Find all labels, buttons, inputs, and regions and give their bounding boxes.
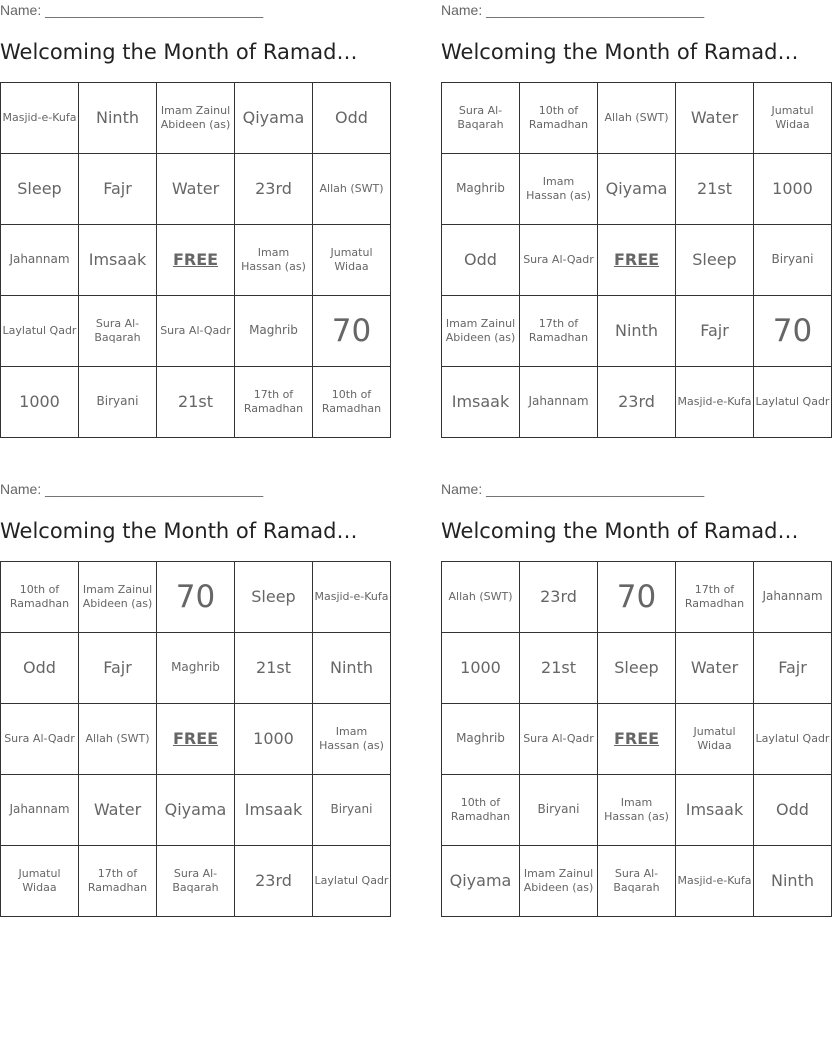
free-space-cell: FREE (598, 225, 676, 296)
bingo-cell: 70 (313, 296, 391, 367)
bingo-cell: Water (676, 633, 754, 704)
bingo-cell: Water (676, 83, 754, 154)
bingo-row (442, 633, 832, 704)
bingo-cell: Laylatul Qadr (1, 296, 79, 367)
name-field: Name: ____________________________ (0, 481, 264, 497)
bingo-row (1, 296, 391, 367)
bingo-cell: Biryani (79, 367, 157, 438)
name-field: Name: ____________________________ (441, 481, 705, 497)
bingo-cell: Laylatul Qadr (313, 846, 391, 917)
bingo-cell: 17th of Ramadhan (676, 562, 754, 633)
bingo-cell: Allah (SWT) (313, 154, 391, 225)
bingo-row (1, 562, 391, 633)
bingo-cell: Masjid-e-Kufa (676, 846, 754, 917)
card-title: Welcoming the Month of Ramad… (0, 519, 358, 543)
bingo-cell: 70 (157, 562, 235, 633)
bingo-cell: Jahannam (1, 225, 79, 296)
bingo-row (1, 846, 391, 917)
bingo-cell: Fajr (79, 633, 157, 704)
bingo-cell: Imsaak (442, 367, 520, 438)
bingo-cell: 70 (754, 296, 832, 367)
bingo-cell: Odd (442, 225, 520, 296)
bingo-cell: Odd (1, 633, 79, 704)
bingo-grid (441, 561, 832, 917)
bingo-cell: Sura Al-Baqarah (157, 846, 235, 917)
bingo-cell: Water (79, 775, 157, 846)
bingo-cell: Sura Al-Qadr (520, 704, 598, 775)
bingo-cell: Maghrib (442, 154, 520, 225)
bingo-cell: 23rd (598, 367, 676, 438)
bingo-cell: 1000 (754, 154, 832, 225)
bingo-row (442, 704, 832, 775)
bingo-cell: Imam Zainul Abideen (as) (520, 846, 598, 917)
bingo-cell: Qiyama (157, 775, 235, 846)
bingo-cell: Imsaak (676, 775, 754, 846)
bingo-cell: 21st (676, 154, 754, 225)
bingo-cell: Sura Al-Baqarah (598, 846, 676, 917)
bingo-row (442, 846, 832, 917)
bingo-row (442, 367, 832, 438)
bingo-cell: Ninth (313, 633, 391, 704)
bingo-cell: Ninth (598, 296, 676, 367)
bingo-cell: Masjid-e-Kufa (676, 367, 754, 438)
bingo-cell: Sleep (235, 562, 313, 633)
bingo-cell: Allah (SWT) (79, 704, 157, 775)
bingo-cell: 17th of Ramadhan (520, 296, 598, 367)
bingo-cell: 70 (598, 562, 676, 633)
bingo-cell: Sura Al-Baqarah (79, 296, 157, 367)
bingo-row (1, 633, 391, 704)
bingo-cell: 23rd (235, 154, 313, 225)
bingo-cell: Maghrib (157, 633, 235, 704)
bingo-cell: Odd (754, 775, 832, 846)
bingo-cell: 17th of Ramadhan (79, 846, 157, 917)
bingo-cell: Qiyama (442, 846, 520, 917)
bingo-cell: Jumatul Widaa (754, 83, 832, 154)
bingo-cell: Qiyama (598, 154, 676, 225)
bingo-row (1, 775, 391, 846)
bingo-cell: Ninth (79, 83, 157, 154)
bingo-cell: Jahannam (754, 562, 832, 633)
free-space-cell: FREE (157, 704, 235, 775)
bingo-row (1, 367, 391, 438)
bingo-cell: 17th of Ramadhan (235, 367, 313, 438)
bingo-grid (441, 82, 832, 438)
bingo-cell: 1000 (1, 367, 79, 438)
bingo-cell: 21st (157, 367, 235, 438)
bingo-cell: Imam Zainul Abideen (as) (442, 296, 520, 367)
bingo-row (442, 562, 832, 633)
bingo-cell: Imam Zainul Abideen (as) (79, 562, 157, 633)
bingo-cell: Biryani (520, 775, 598, 846)
bingo-cell: 21st (520, 633, 598, 704)
bingo-row (1, 83, 391, 154)
bingo-row (442, 775, 832, 846)
card-title: Welcoming the Month of Ramad… (441, 40, 799, 64)
bingo-cell: Jumatul Widaa (1, 846, 79, 917)
bingo-cell: 10th of Ramadhan (313, 367, 391, 438)
bingo-grid (0, 561, 391, 917)
bingo-cell: Fajr (754, 633, 832, 704)
bingo-cell: Sleep (676, 225, 754, 296)
bingo-cell: 1000 (442, 633, 520, 704)
bingo-cell: 23rd (520, 562, 598, 633)
bingo-cell: Jahannam (1, 775, 79, 846)
free-space-cell: FREE (157, 225, 235, 296)
card-title: Welcoming the Month of Ramad… (0, 40, 358, 64)
bingo-cell: Fajr (676, 296, 754, 367)
bingo-row (442, 225, 832, 296)
bingo-cell: Ninth (754, 846, 832, 917)
bingo-cell: Maghrib (442, 704, 520, 775)
bingo-cell: Allah (SWT) (442, 562, 520, 633)
bingo-row (1, 225, 391, 296)
bingo-cell: 10th of Ramadhan (520, 83, 598, 154)
bingo-cell: 10th of Ramadhan (442, 775, 520, 846)
bingo-cell: Biryani (313, 775, 391, 846)
bingo-cell: Imam Zainul Abideen (as) (157, 83, 235, 154)
bingo-cell: Jumatul Widaa (313, 225, 391, 296)
bingo-cell: 23rd (235, 846, 313, 917)
bingo-cell: Laylatul Qadr (754, 704, 832, 775)
bingo-cell: Masjid-e-Kufa (1, 83, 79, 154)
bingo-row (1, 154, 391, 225)
bingo-cell: Sura Al-Qadr (520, 225, 598, 296)
bingo-cell: Sleep (598, 633, 676, 704)
bingo-cell: Sura Al-Qadr (157, 296, 235, 367)
bingo-cell: Sura Al-Baqarah (442, 83, 520, 154)
name-field: Name: ____________________________ (0, 2, 264, 18)
bingo-cell: Sura Al-Qadr (1, 704, 79, 775)
bingo-cell: 1000 (235, 704, 313, 775)
bingo-cell: Imam Hassan (as) (235, 225, 313, 296)
bingo-cell: Imam Hassan (as) (313, 704, 391, 775)
bingo-cell: Imsaak (235, 775, 313, 846)
bingo-cell: Maghrib (235, 296, 313, 367)
bingo-row (442, 154, 832, 225)
bingo-cell: Qiyama (235, 83, 313, 154)
bingo-cell: Jahannam (520, 367, 598, 438)
bingo-grid (0, 82, 391, 438)
bingo-cell: Imam Hassan (as) (598, 775, 676, 846)
bingo-cell: 10th of Ramadhan (1, 562, 79, 633)
bingo-cell: 21st (235, 633, 313, 704)
bingo-cell: Sleep (1, 154, 79, 225)
bingo-cell: Fajr (79, 154, 157, 225)
bingo-cell: Water (157, 154, 235, 225)
bingo-row (1, 704, 391, 775)
name-field: Name: ____________________________ (441, 2, 705, 18)
bingo-cell: Allah (SWT) (598, 83, 676, 154)
free-space-cell: FREE (598, 704, 676, 775)
bingo-cell: Odd (313, 83, 391, 154)
bingo-cell: Biryani (754, 225, 832, 296)
bingo-cell: Imam Hassan (as) (520, 154, 598, 225)
bingo-cell: Laylatul Qadr (754, 367, 832, 438)
bingo-cell: Masjid-e-Kufa (313, 562, 391, 633)
bingo-cell: Imsaak (79, 225, 157, 296)
card-title: Welcoming the Month of Ramad… (441, 519, 799, 543)
bingo-row (442, 83, 832, 154)
bingo-cell: Jumatul Widaa (676, 704, 754, 775)
bingo-row (442, 296, 832, 367)
